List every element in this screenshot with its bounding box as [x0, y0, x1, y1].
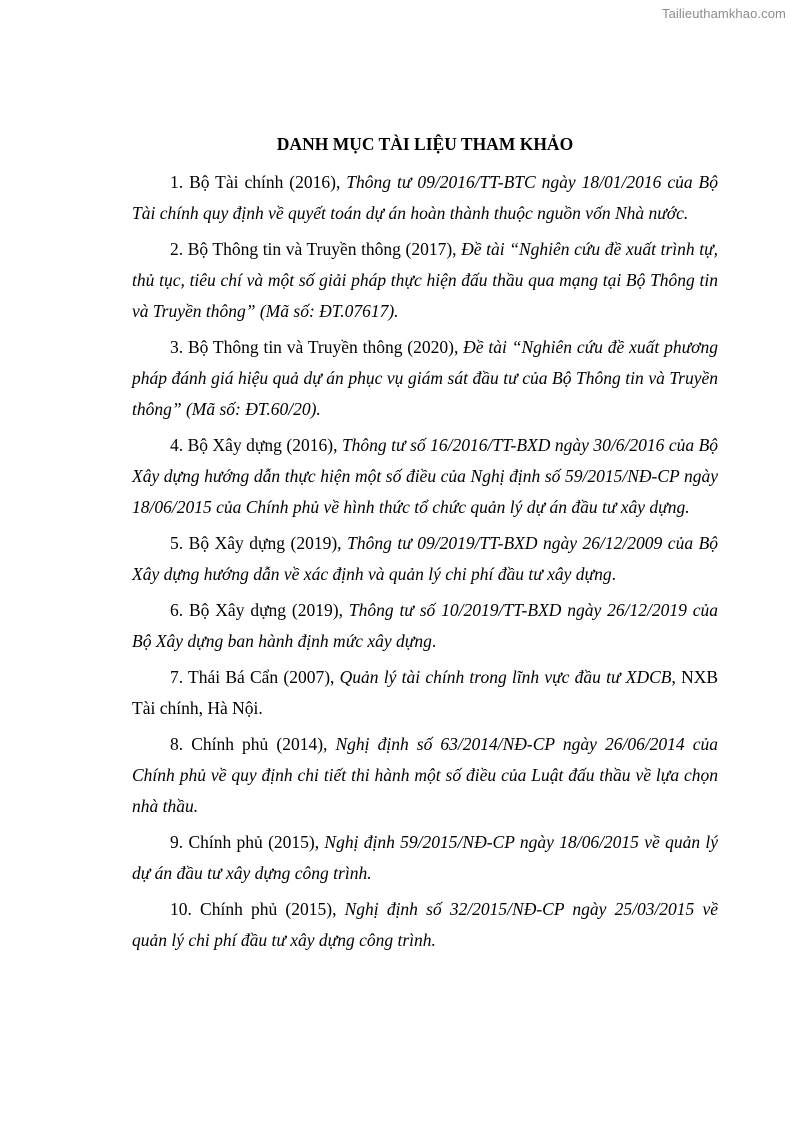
reference-title: Thông tư số 10/2019/TT-BXD ngày 26/12/2019 của Bộ Xây dựng ban hành định mức xây dựng: [132, 600, 719, 651]
reference-title: Quản lý tài chính trong lĩnh vực đầu tư XDCB: [339, 667, 672, 687]
reference-item: [132, 234, 718, 327]
reference-author: Bộ Thông tin và Truyền thông (2020),: [187, 337, 459, 357]
reference-title: Đề tài “Nghiên cứu đề xuất trình tự, thủ tục, tiêu chí và một số giải pháp thực hiện đấu thầu qua mạng tại Bộ Thông tin và Truyền thông” (Mã số: ĐT.07617).: [132, 239, 718, 321]
reference-author: Thái Bá Cẩn (2007),: [188, 667, 335, 687]
reference-title: Đề tài “Nghiên cứu đề xuất phương pháp đánh giá hiệu quả dự án phục vụ giám sát đầu tư của Bộ Thông tin và Truyền thông” (Mã số: ĐT.60/20).: [132, 337, 718, 419]
document-page: [132, 131, 718, 961]
reference-author: Chính phủ (2014),: [191, 734, 328, 754]
reference-item: [132, 430, 718, 523]
reference-tail: , NXB Tài chính, Hà Nội.: [132, 667, 719, 718]
reference-number: 2.: [170, 239, 184, 259]
reference-author: Bộ Xây dựng (2019),: [188, 533, 342, 553]
reference-item: [132, 167, 718, 229]
reference-title: Nghị định 59/2015/NĐ-CP ngày 18/06/2015 về quản lý dự án đầu tư xây dựng công trình.: [132, 832, 718, 883]
page-title: DANH MỤC TÀI LIỆU THAM KHẢO: [276, 134, 574, 154]
reference-item: [132, 662, 718, 724]
reference-number: 4.: [170, 435, 184, 455]
reference-item: [132, 332, 718, 425]
reference-item: [132, 595, 718, 657]
reference-number: 7.: [170, 667, 184, 687]
reference-number: 5.: [170, 533, 184, 553]
reference-number: 8.: [170, 734, 184, 754]
watermark-text: Tailieuthamkhao.com: [661, 6, 786, 21]
reference-number: 3.: [170, 337, 184, 357]
reference-tail: .: [431, 631, 437, 651]
reference-author: Bộ Xây dựng (2019),: [189, 600, 343, 620]
reference-item: [132, 729, 718, 822]
reference-number: 6.: [170, 600, 184, 620]
reference-author: Chính phủ (2015),: [188, 832, 320, 852]
reference-title: Thông tư 09/2016/TT-BTC ngày 18/01/2016 của Bộ Tài chính quy định về quyết toán dự án hoàn thành thuộc nguồn vốn Nhà nước.: [132, 172, 718, 223]
reference-tail: .: [611, 564, 616, 584]
reference-author: Bộ Tài chính (2016),: [189, 172, 341, 192]
reference-title: Thông tư 09/2019/TT-BXD ngày 26/12/2009 của Bộ Xây dựng hướng dẫn về xác định và quản lý chi phí đầu tư xây dựng: [132, 533, 719, 584]
reference-number: 10.: [170, 899, 192, 919]
reference-author: Bộ Thông tin và Truyền thông (2017),: [187, 239, 457, 259]
reference-number: 1.: [170, 172, 184, 192]
reference-item: [132, 827, 718, 889]
reference-title: Nghị định số 32/2015/NĐ-CP ngày 25/03/2015 về quản lý chi phí đầu tư xây dựng công trình.: [132, 899, 719, 950]
reference-item: [132, 528, 718, 590]
reference-item: [132, 894, 718, 956]
reference-list: [132, 167, 718, 956]
reference-title: Thông tư số 16/2016/TT-BXD ngày 30/6/2016 của Bộ Xây dựng hướng dẫn thực hiện một số điều của Nghị định số 59/2015/NĐ-CP ngày 18/06/2015 của Chính phủ về hình thức tổ chức quản lý dự án đầu tư xây dựng.: [132, 435, 719, 517]
reference-author: Bộ Xây dựng (2016),: [187, 435, 338, 455]
reference-number: 9.: [170, 832, 184, 852]
reference-author: Chính phủ (2015),: [200, 899, 337, 919]
reference-title: Nghị định số 63/2014/NĐ-CP ngày 26/06/2014 của Chính phủ về quy định chi tiết thi hành một số điều của Luật đấu thầu về lựa chọn nhà thầu.: [132, 734, 719, 816]
